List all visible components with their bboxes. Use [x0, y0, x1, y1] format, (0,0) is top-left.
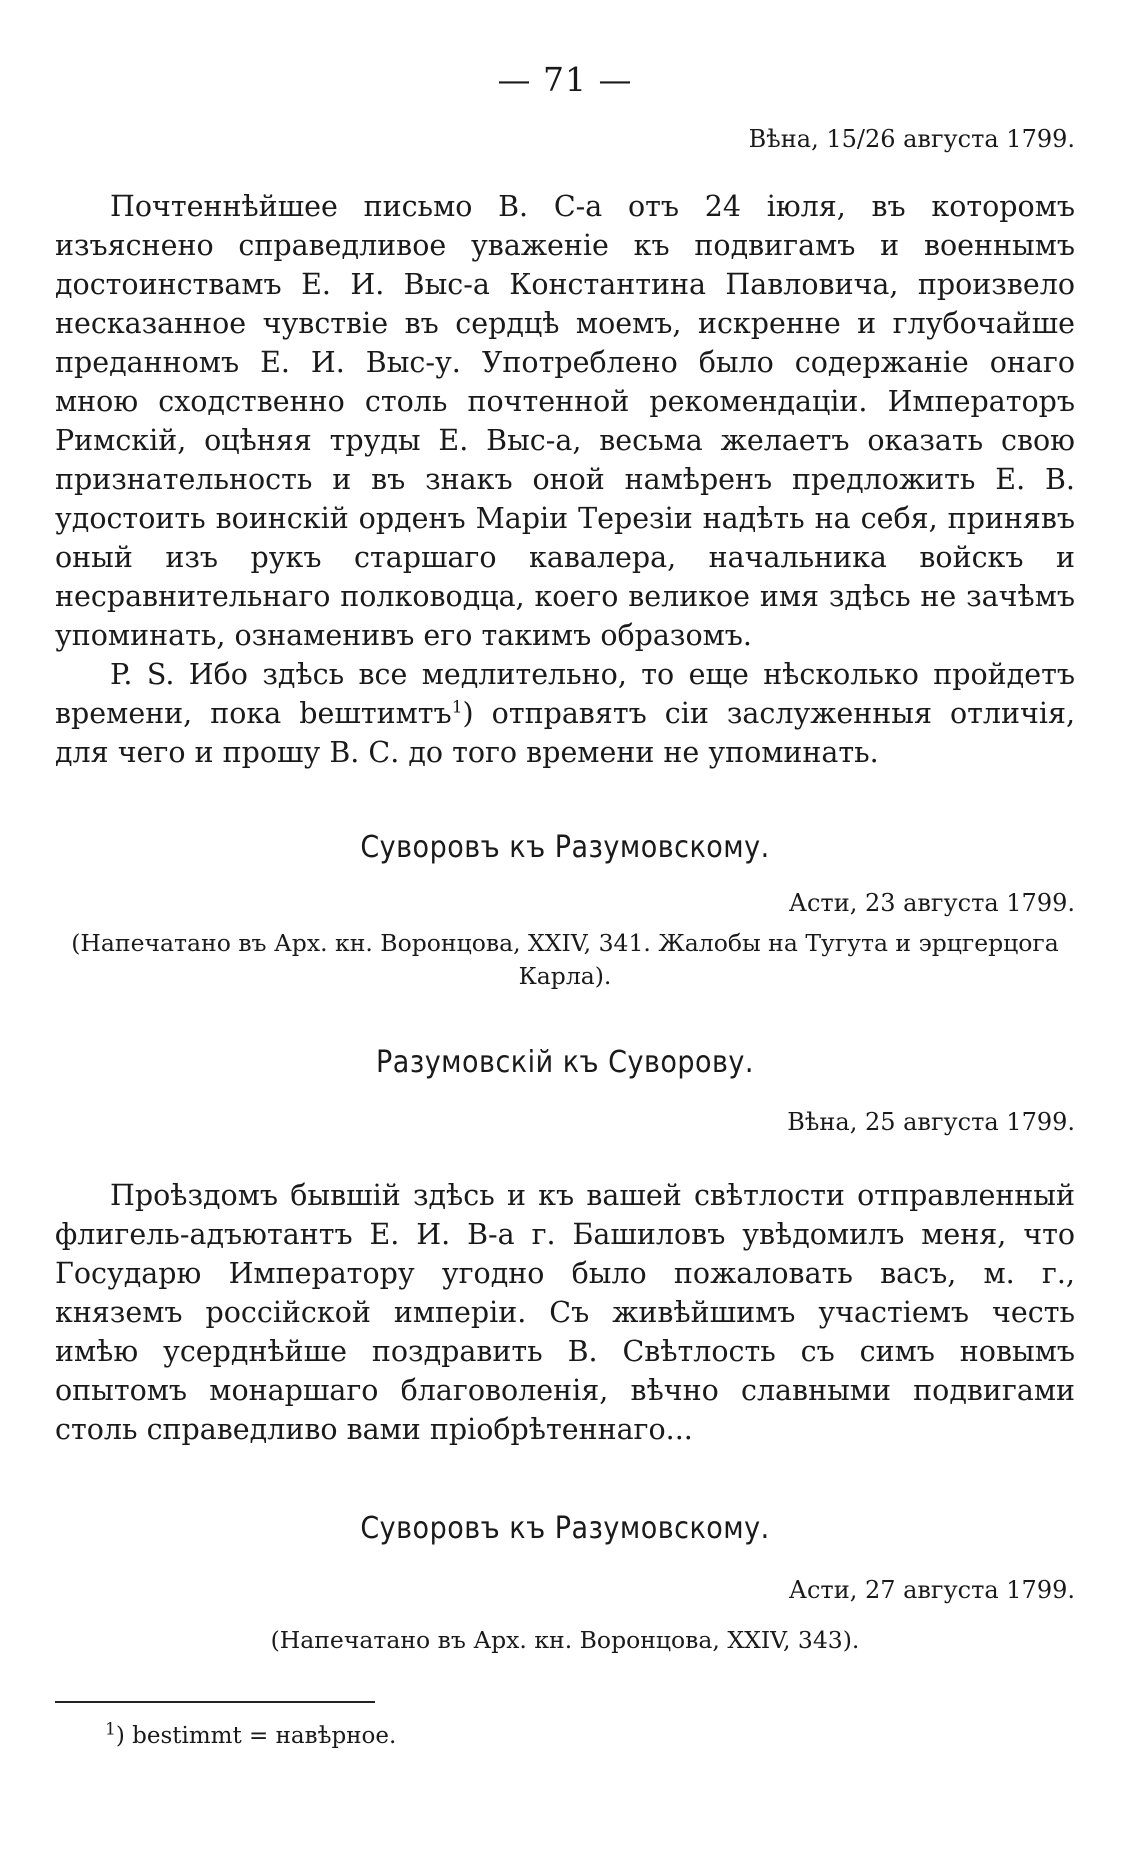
letter1-dateline: Вѣна, 15/26 августа 1799.	[748, 125, 1075, 153]
letter4-note: (Напечатано въ Арх. кн. Воронцова, XXIV, 343).	[270, 1626, 860, 1654]
letter1-postscript	[55, 655, 1075, 772]
letter2-dateline: Асти, 23 августа 1799.	[788, 889, 1075, 917]
letter4-heading: Суворовъ къ Разумовскому.	[360, 1511, 770, 1546]
footnote-marker: 1	[105, 1719, 116, 1740]
ps-text-before: P. S. Ибо здѣсь все медлительно, то еще нѣсколько пройдетъ времени, пока beштимтъ	[55, 658, 1075, 730]
letter3-heading: Разумовскій къ Суворову.	[376, 1045, 754, 1080]
letter3-dateline: Вѣна, 25 августа 1799.	[787, 1108, 1075, 1136]
letter3-body: Проѣздомъ бывшій здѣсь и къ вашей свѣтлости отправленный флигель-адъютантъ Е. И. В-а г. Башиловъ увѣдомилъ меня, что Государю Императору угодно было пожаловать васъ, м. г., княземъ россійской имперіи. Съ живѣйшимъ участіемъ честь имѣю усерднѣйше поздравить В. Свѣтлость съ симъ новымъ опытомъ монаршаго благоволенія, вѣчно славными подвигами столь справедливо вами пріобрѣтеннаго...	[55, 1179, 1075, 1446]
book-page	[55, 60, 1075, 1749]
page-number: — 71 —	[497, 60, 633, 99]
letter4-dateline: Асти, 27 августа 1799.	[788, 1576, 1075, 1604]
ps-text-after: ) отправятъ сіи заслуженныя отличія, для чего и прошу В. С. до того времени не упоминать.	[55, 697, 1075, 769]
footnote	[105, 1719, 1075, 1749]
footnote-ref-marker: 1	[451, 697, 463, 718]
letter1-body: Почтеннѣйшее письмо В. С-а отъ 24 іюля, въ которомъ изъяснено справедливое уваженіе къ подвигамъ и военнымъ достоинствамъ Е. И. Выс-а Константина Павловича, произвело несказанное чувствіе въ сердцѣ моемъ, искренне и глубочайше преданномъ Е. И. Выс-у. Употреблено было содержаніе онаго мною сходственно столь почтенной рекомендаціи. Императоръ Римскій, оцѣняя труды Е. Выс-а, весьма желаетъ оказать свою признательность и въ знакъ оной намѣренъ предложить Е. В. удостоить воинскій орденъ Маріи Терезіи надѣть на себя, принявъ оный изъ рукъ старшаго кавалера, начальника войскъ и несравнительнаго полководца, коего великое имя здѣсь не зачѣмъ упоминать, ознаменивъ его такимъ образомъ.	[55, 190, 1075, 652]
letter2-note: (Напечатано въ Арх. кн. Воронцова, XXIV, 341. Жалобы на Тугута и эрцгерцога Карла).	[71, 929, 1059, 990]
letter2-heading: Суворовъ къ Разумовскому.	[360, 830, 770, 865]
footnote-text: ) bestimmt = навѣрное.	[115, 1723, 397, 1749]
footnote-divider	[55, 1701, 375, 1703]
